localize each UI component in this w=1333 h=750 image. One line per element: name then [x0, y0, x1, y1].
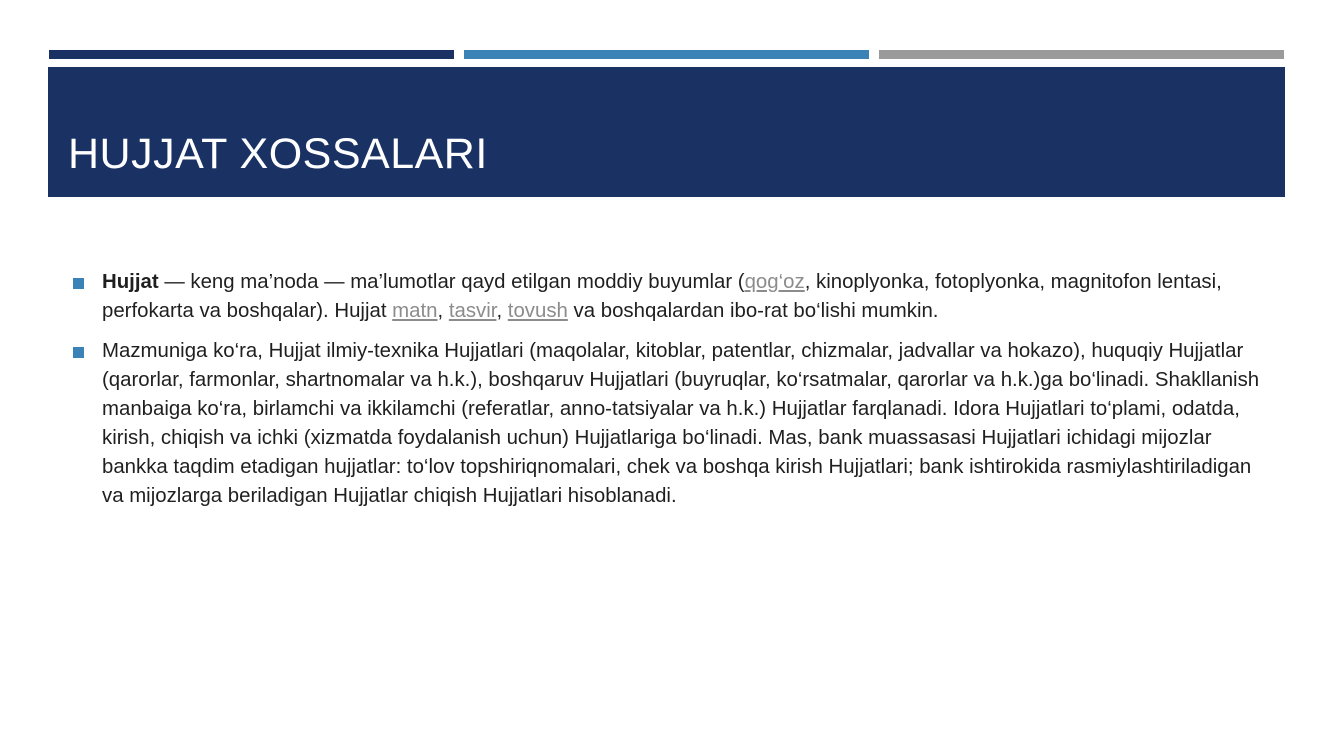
- link-tovush[interactable]: tovush: [507, 300, 568, 322]
- square-bullet-icon: [73, 278, 84, 289]
- top-accent-bar-navy: [49, 50, 454, 59]
- bullet-item-classification: [73, 337, 1265, 511]
- bullet-text-part: , kinoplyonka, fotoplyonka, magnitofon lentasi, perfokarta va boshqalar). Hujjat: [102, 271, 1222, 322]
- link-qogoz[interactable]: qog‘oz: [744, 271, 805, 293]
- separator-comma: ,: [437, 300, 449, 322]
- bullet-list: [73, 268, 1265, 522]
- bullet-text: Mazmuniga ko‘ra, Hujjat ilmiy-texnika Hujjatlari (maqolalar, kitoblar, patentlar, chizmalar, jadvallar va hokazo), huquqiy Hujjatlar (qarorlar, farmonlar, shartnomalar va h.k.), boshqaruv Hujjatlari (buyruqlar, ko‘rsatmalar, qarorlar va h.k.)ga bo‘linadi. Shakllanish manbaiga ko‘ra, birlamchi va ikkilamchi (referatlar, anno-tatsiyalar va h.k.) Hujjatlar farqlanadi. Idora Hujjatlari to‘plami, odatda, kirish, chiqish va ichki (xizmatda foydalanish uchun) Hujjatlariga bo‘linadi. Mas, bank muassasasi Hujjatlari ichidagi mijozlar bankka taqdim etadigan hujjatlar: to‘lov topshiriqnomalari, chek va boshqa kirish Hujjatlari; bank ishtirokida rasmiylashtiriladigan va mijozlarga beriladigan Hujjatlar chiqish Hujjatlari hisoblanadi.: [102, 340, 1260, 507]
- link-matn[interactable]: matn: [392, 300, 438, 322]
- slide-title: HUJJAT XOSSALARI: [68, 130, 488, 178]
- top-accent-bar-blue: [464, 50, 869, 59]
- title-band: [48, 67, 1285, 197]
- top-accent-bar-gray: [879, 50, 1284, 59]
- bullet-text-part: va boshqalardan ibo-rat bo‘lishi mumkin.: [567, 300, 939, 322]
- link-tasvir[interactable]: tasvir: [448, 300, 497, 322]
- bullet-item-definition: [73, 268, 1265, 326]
- term-hujjat: Hujjat: [102, 271, 159, 293]
- bullet-text-part: — keng ma’noda — ma’lumotlar qayd etilgan moddiy buyumlar (: [158, 271, 745, 293]
- square-bullet-icon: [73, 347, 84, 358]
- separator-comma: ,: [496, 300, 508, 322]
